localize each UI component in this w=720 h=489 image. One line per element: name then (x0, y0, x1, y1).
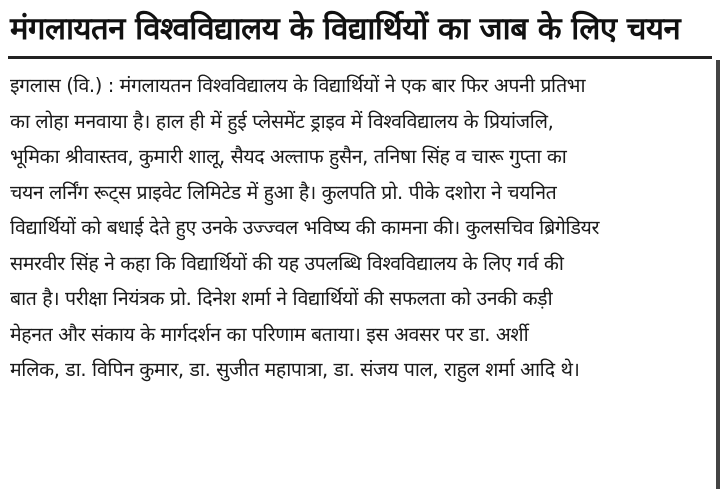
body-line-7: बात है। परीक्षा नियंत्रक प्रो. दिनेश शर्मा ने विद्यार्थियों की सफलता को उनकी कड़ी (10, 287, 553, 310)
body-line-5: विद्यार्थियों को बधाई देते हुए उनके उज्ज्वल भविष्य की कामना की। कुलसचिव ब्रिगेडियर (10, 216, 600, 239)
article-headline: मंगलायतन विश्वविद्यालय के विद्यार्थियों का जाब के लिए चयन (10, 11, 681, 47)
column-edge-border (716, 60, 720, 489)
body-line-2: का लोहा मनवाया है। हाल ही में हुई प्लेसमेंट ड्राइव में विश्वविद्यालय के प्रियांजलि, (10, 109, 554, 133)
body-line-3: भूमिका श्रीवास्तव, कुमारी शालू, सैयद अल्ताफ हुसैन, तनिषा सिंह व चारू गुप्ता का (10, 145, 567, 168)
body-line-4: चयन लर्निंग रूट्स प्राइवेट लिमिटेड में हुआ है। कुलपति प्रो. पीके दशोरा ने चयनित (10, 180, 557, 204)
body-line-9: मलिक, डा. विपिन कुमार, डा. सुजीत महापात्रा, डा. संजय पाल, राहुल शर्मा आदि थे। (10, 358, 580, 381)
body-line-8: मेहनत और संकाय के मार्गदर्शन का परिणाम बताया। इस अवसर पर डा. अर्शी (10, 322, 529, 346)
body-line-1: इगलास (वि.) : मंगलायतन विश्वविद्यालय के विद्यार्थियों ने एक बार फिर अपनी प्रतिभा (10, 74, 586, 97)
article-body (10, 68, 708, 388)
headline-rule (8, 56, 712, 59)
body-line-6: समरवीर सिंह ने कहा कि विद्यार्थियों की यह उपलब्धि विश्वविद्यालय के लिए गर्व की (10, 251, 564, 275)
